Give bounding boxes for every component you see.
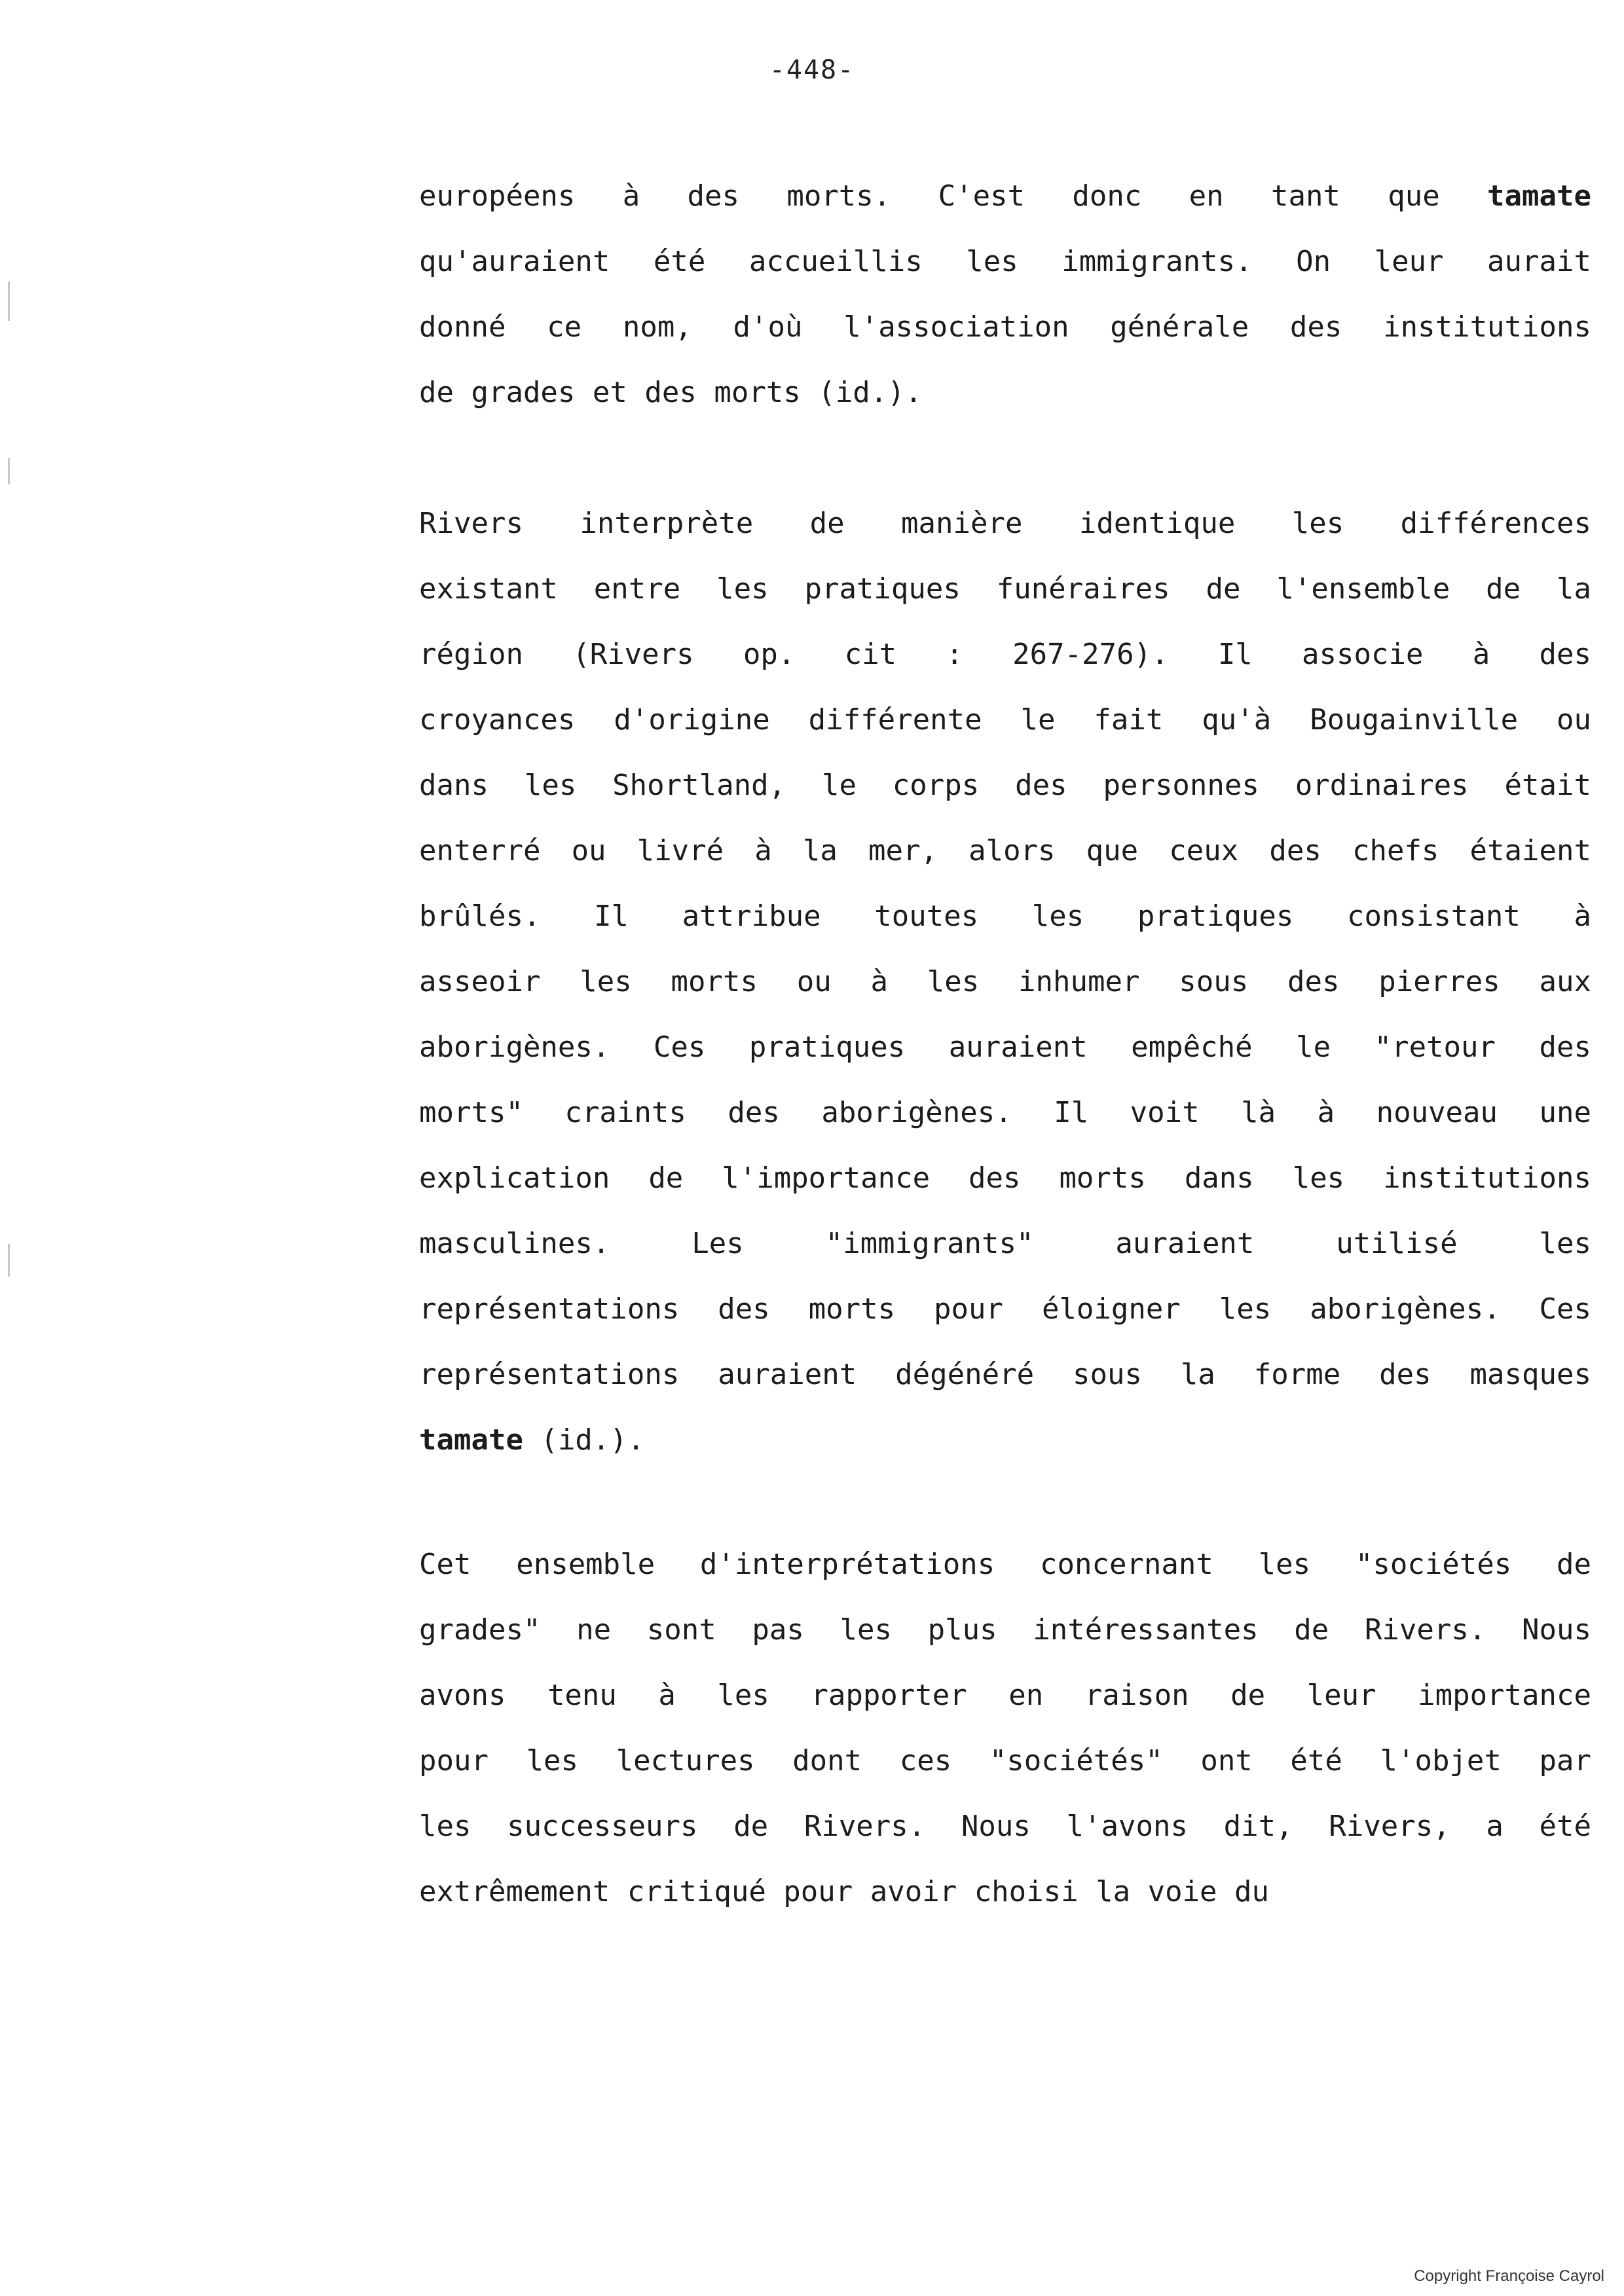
text-run: avons tenu à les rapporter en raison de leur importance bbox=[419, 1679, 1591, 1712]
text-line bbox=[419, 570, 1591, 609]
text-line bbox=[419, 1159, 1591, 1198]
text-line bbox=[419, 177, 1591, 216]
text-run: extrêmement critiqué pour avoir choisi la voie du bbox=[419, 1875, 1270, 1908]
text-run: dans les Shortland, le corps des personnes ordinaires était bbox=[419, 769, 1591, 802]
text-run: Rivers interprète de manière identique les différences bbox=[419, 507, 1591, 540]
text-line bbox=[419, 1093, 1591, 1133]
text-line bbox=[419, 766, 1591, 805]
text-line bbox=[419, 504, 1591, 543]
text-run: (id.). bbox=[523, 1423, 645, 1457]
copyright-notice: Copyright Françoise Cayrol bbox=[1414, 2267, 1604, 2285]
text-run: existant entre les pratiques funéraires de l'ensemble de la bbox=[419, 572, 1591, 606]
text-line bbox=[419, 962, 1591, 1002]
text-run: les successeurs de Rivers. Nous l'avons dit, Rivers, a été bbox=[419, 1810, 1591, 1843]
scan-margin-mark bbox=[8, 282, 10, 321]
text-line bbox=[419, 1807, 1591, 1846]
text-run: représentations auraient dégénéré sous la forme des masques bbox=[419, 1358, 1591, 1391]
scan-margin-mark bbox=[8, 458, 10, 484]
text-run: masculines. Les "immigrants" auraient utilisé les bbox=[419, 1227, 1591, 1260]
text-run: région (Rivers op. cit : 267-276). Il associe à des bbox=[419, 638, 1591, 671]
text-run: croyances d'origine différente le fait qu'à Bougainville ou bbox=[419, 703, 1591, 737]
text-line bbox=[419, 1421, 1591, 1460]
text-run: qu'auraient été accueillis les immigrants. On leur aurait bbox=[419, 245, 1591, 278]
text-line bbox=[419, 1355, 1591, 1394]
text-line bbox=[419, 635, 1591, 674]
text-run: donné ce nom, d'où l'association générale des institutions bbox=[419, 310, 1591, 344]
text-line bbox=[419, 1611, 1591, 1650]
text-run: Cet ensemble d'interprétations concernant les "sociétés de bbox=[419, 1548, 1591, 1581]
text-line bbox=[419, 897, 1591, 936]
text-line bbox=[419, 373, 1591, 412]
text-line bbox=[419, 1872, 1591, 1912]
scan-margin-mark bbox=[8, 1244, 10, 1277]
text-run: grades" ne sont pas les plus intéressantes de Rivers. Nous bbox=[419, 1613, 1591, 1647]
page-number: -448- bbox=[769, 55, 855, 85]
text-run: explication de l'importance des morts dans les institutions bbox=[419, 1161, 1591, 1195]
text-line bbox=[419, 1676, 1591, 1715]
bold-term: tamate bbox=[419, 1423, 523, 1457]
text-line bbox=[419, 242, 1591, 282]
text-run: morts" craints des aborigènes. Il voit là à nouveau une bbox=[419, 1096, 1591, 1129]
text-line bbox=[419, 1224, 1591, 1264]
text-run: pour les lectures dont ces "sociétés" ont été l'objet par bbox=[419, 1744, 1591, 1777]
text-line bbox=[419, 1741, 1591, 1781]
text-line bbox=[419, 308, 1591, 347]
text-run: européens à des morts. C'est donc en tant que bbox=[419, 179, 1488, 213]
text-run: brûlés. Il attribue toutes les pratiques consistant à bbox=[419, 900, 1591, 933]
text-run: de grades et des morts (id.). bbox=[419, 376, 923, 409]
text-line bbox=[419, 1028, 1591, 1067]
text-run: enterré ou livré à la mer, alors que ceux des chefs étaient bbox=[419, 834, 1591, 867]
text-line bbox=[419, 1290, 1591, 1329]
text-run: représentations des morts pour éloigner les aborigènes. Ces bbox=[419, 1292, 1591, 1326]
text-run: asseoir les morts ou à les inhumer sous des pierres aux bbox=[419, 965, 1591, 998]
text-line bbox=[419, 1545, 1591, 1584]
text-line bbox=[419, 831, 1591, 871]
text-run: aborigènes. Ces pratiques auraient empêché le "retour des bbox=[419, 1030, 1591, 1064]
text-line bbox=[419, 701, 1591, 740]
bold-term: tamate bbox=[1487, 179, 1591, 213]
